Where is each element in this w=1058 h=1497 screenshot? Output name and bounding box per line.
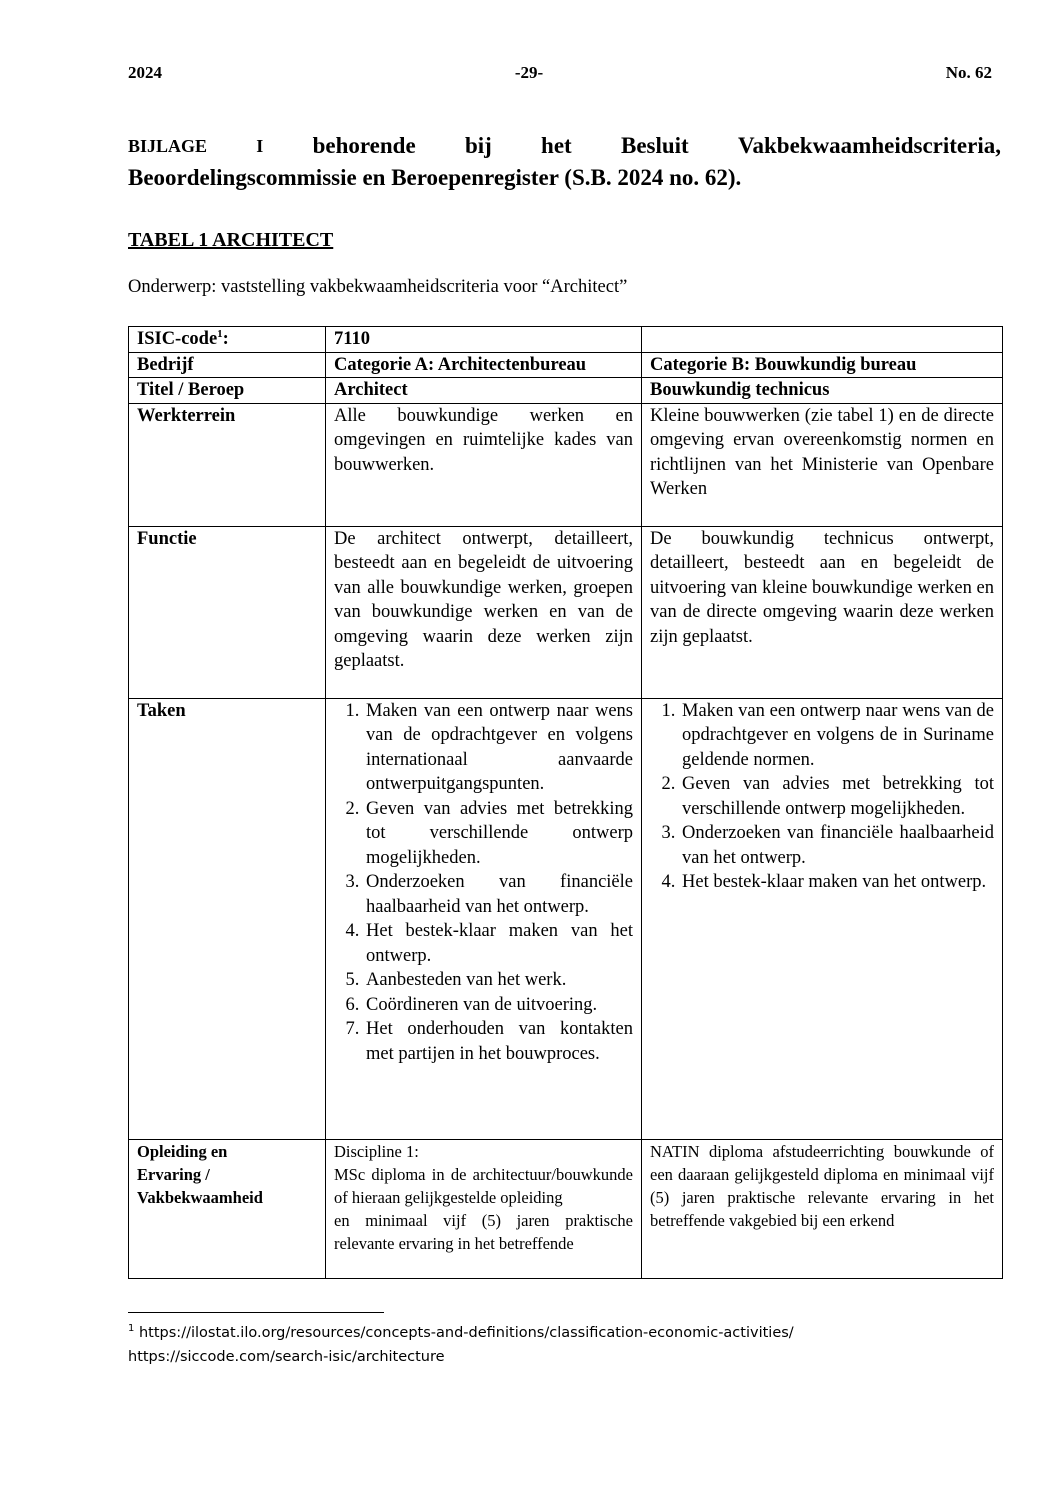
- list-item: 2. Geven van advies met betrekking tot verschillende ontwerp mogelijkheden.: [680, 772, 994, 821]
- opleiding-b: NATIN diploma afstudeerrichting bouwkunde of een daaraan gelijkgesteld diploma en minimaal vijf (5) jaren praktische relevante ervaring in het betreffende vakgebied bij een erkend: [642, 1139, 1003, 1278]
- footnote-1: [128, 1325, 794, 1341]
- taken-a-cell: [326, 698, 642, 1139]
- bedrijf-label: Bedrijf: [129, 352, 326, 378]
- isic-label-cell: [129, 327, 326, 353]
- werkterrein-label: Werkterrein: [129, 403, 326, 526]
- table-row: [129, 403, 1003, 526]
- footnote-marker: 1: [128, 1323, 135, 1335]
- functie-a: De architect ontwerpt, detailleert, besteedt aan en begeleidt de uitvoering van alle bouwkundige werken, groepen van bouwkundige werken en van de omgeving waarin deze werken zijn geplaatst.: [326, 526, 642, 698]
- titel-label: Titel / Beroep: [129, 378, 326, 404]
- title-word: bij: [464, 133, 492, 158]
- title-word: het: [541, 133, 572, 158]
- list-item: 7. Het onderhouden van kontakten met partijen in het bouwproces.: [364, 1017, 633, 1066]
- isic-value: 7110: [326, 327, 642, 353]
- list-item: 1. Maken van een ontwerp naar wens van de opdrachtgever en volgens de in Suriname geldende normen.: [680, 699, 994, 773]
- table-row: [129, 526, 1003, 698]
- isic-colon: :: [222, 329, 229, 349]
- list-item: 3. Onderzoeken van financiële haalbaarheid van het ontwerp.: [364, 870, 633, 919]
- werkterrein-b: Kleine bouwwerken (zie tabel 1) en de directe omgeving ervan overeenkomstig normen en richtlijnen van het Ministerie van Openbare Werken: [642, 403, 1003, 526]
- opleiding-a: [326, 1139, 642, 1278]
- list-item: 1. Maken van een ontwerp naar wens van de opdrachtgever en volgens internationaal aanvaarde ontwerpuitgangspunten.: [364, 699, 633, 797]
- header-issue-number: No. 62: [945, 63, 992, 82]
- opleiding-label-line: Ervaring /: [137, 1164, 210, 1184]
- opleiding-a-line: en minimaal vijf (5) jaren praktische relevante ervaring in het betreffende: [334, 1210, 633, 1253]
- list-item: 6. Coördineren van de uitvoering.: [364, 993, 633, 1018]
- category-a: Categorie A: Architectenbureau: [326, 352, 642, 378]
- titel-b: Bouwkundig technicus: [642, 378, 1003, 404]
- titel-a: Architect: [326, 378, 642, 404]
- document-title: [128, 130, 1001, 194]
- taken-b-list: [650, 699, 994, 895]
- subject-line: Onderwerp: vaststelling vakbekwaamheidscriteria voor “Architect”: [128, 277, 628, 297]
- title-line-2: Beoordelingscommissie en Beroepenregister (S.B. 2024 no. 62).: [128, 165, 742, 190]
- table-row: [129, 698, 1003, 1139]
- functie-label: Functie: [129, 526, 326, 698]
- opleiding-label-line: Vakbekwaamheid: [137, 1187, 263, 1207]
- opleiding-label-line: Opleiding en: [137, 1141, 228, 1161]
- taken-b-cell: [642, 698, 1003, 1139]
- title-word: behorende: [312, 133, 416, 158]
- table-row: [129, 378, 1003, 404]
- empty-cell: [642, 327, 1003, 353]
- list-item: 3. Onderzoeken van financiële haalbaarheid van het ontwerp.: [680, 821, 994, 870]
- table-row: [129, 1139, 1003, 1278]
- header-page-number: -29-: [514, 63, 544, 82]
- title-word: Besluit: [620, 133, 689, 158]
- table-row: [129, 327, 1003, 353]
- opleiding-label: [129, 1139, 326, 1278]
- footnote-url-2: https://siccode.com/search-isic/architecture: [128, 1349, 445, 1365]
- list-item: 4. Het bestek-klaar maken van het ontwerp.: [364, 919, 633, 968]
- criteria-table: [128, 326, 1003, 1279]
- title-word: Vakbekwaamheidscriteria,: [737, 133, 1001, 158]
- header-year: 2024: [128, 63, 162, 82]
- opleiding-a-line: MSc diploma in de architectuur/bouwkunde of hieraan gelijkgestelde opleiding: [334, 1164, 633, 1207]
- title-word: BIJLAGE: [128, 136, 208, 156]
- functie-b: De bouwkundig technicus ontwerpt, detailleert, besteedt aan en begeleidt de uitvoering van kleine bouwkundige werken en van de directe omgeving waarin deze werken zijn geplaatst.: [642, 526, 1003, 698]
- table-row: [129, 352, 1003, 378]
- footnote-ref: 1: [217, 327, 223, 340]
- footnote-divider: [128, 1312, 384, 1313]
- title-word: I: [256, 136, 264, 156]
- isic-label: ISIC-code: [137, 329, 218, 349]
- opleiding-a-line: Discipline 1:: [334, 1141, 419, 1161]
- taken-label: Taken: [129, 698, 326, 1139]
- table-heading: TABEL 1 ARCHITECT: [128, 229, 334, 251]
- footnote-url-1: https://ilostat.ilo.org/resources/concepts-and-definitions/classification-economic-activities/: [134, 1325, 794, 1341]
- category-b: Categorie B: Bouwkundig bureau: [642, 352, 1003, 378]
- taken-a-list: [334, 699, 633, 1067]
- werkterrein-a: Alle bouwkundige werken en omgevingen en ruimtelijke kades van bouwwerken.: [326, 403, 642, 526]
- list-item: 4. Het bestek-klaar maken van het ontwerp.: [680, 870, 994, 895]
- list-item: 5. Aanbesteden van het werk.: [364, 968, 633, 993]
- list-item: 2. Geven van advies met betrekking tot verschillende ontwerp mogelijkheden.: [364, 797, 633, 871]
